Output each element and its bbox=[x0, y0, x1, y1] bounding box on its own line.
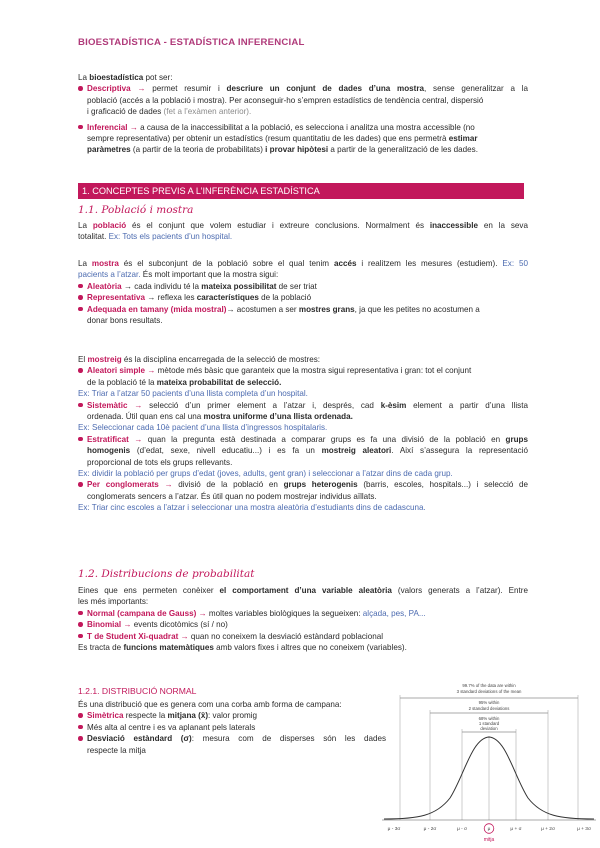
text-line bbox=[78, 377, 528, 388]
term: Adequada en tamany (mida mostral) bbox=[87, 304, 227, 314]
text: (a partir de la teoria de probabilitats) bbox=[130, 145, 266, 155]
tick-label: μ - σ bbox=[457, 827, 467, 832]
text-line: conglomerats sencers a l’atzar. És útil quan no podem mostrejar individus aïllats. bbox=[87, 491, 377, 501]
bullet-normal bbox=[78, 608, 528, 619]
term: T de Student Xi-quadrat → bbox=[87, 631, 189, 641]
text-line bbox=[78, 258, 528, 269]
normal-block bbox=[78, 699, 386, 756]
example-line: Ex: dividir la població per grups d’edat (joves, adults, gent gran) i seleccionar a l’atzar dins de cada grup. bbox=[78, 468, 453, 478]
mostra-block bbox=[78, 258, 528, 326]
text: i realitzem les mesures (estudiem). bbox=[356, 259, 503, 268]
text: permet resumir i bbox=[145, 84, 227, 94]
term: Binomial → bbox=[87, 620, 132, 630]
text: el comportament d’una variable aleatòria bbox=[219, 586, 392, 595]
bullet-adequada bbox=[78, 304, 528, 315]
text-line: donar bons resultats. bbox=[87, 315, 163, 325]
text-line bbox=[78, 445, 528, 456]
term: Descriptiva → bbox=[87, 84, 146, 94]
mostreig-block bbox=[78, 354, 528, 513]
text-line: població (accés a la població i mostra). Per aconseguir-ho s’empren estadístics de tendència central, dispersió bbox=[87, 95, 484, 105]
text: totalitat. bbox=[78, 232, 109, 242]
bullet-binomial bbox=[78, 619, 528, 630]
text-line: És una distribució que es genera com una corba amb forma de campana: bbox=[78, 700, 342, 709]
text: mateixa possibilitat bbox=[201, 281, 277, 291]
term: Aleatori simple → bbox=[87, 366, 156, 376]
bullet-conglomerats bbox=[78, 479, 528, 490]
normal-distribution-figure bbox=[378, 680, 600, 848]
text: inaccessible bbox=[429, 221, 479, 230]
text: Es tracta de bbox=[78, 642, 124, 652]
bullet-aleatori-simple bbox=[78, 365, 528, 376]
text: respecte la bbox=[123, 711, 168, 721]
text-line: proporcional de tots els grups rellevants. bbox=[87, 457, 233, 467]
bullet-estratificat bbox=[78, 434, 528, 445]
text: (barris, escoles, hospitals...) i selecció de bbox=[357, 480, 529, 490]
label-68-line3: deviation bbox=[480, 726, 498, 731]
term: mostra bbox=[91, 259, 119, 268]
text: , sense generalitzar a la bbox=[424, 84, 529, 94]
text: És molt important que la mostra sigui: bbox=[140, 270, 279, 280]
text: , ja que les petites no acostumen a bbox=[354, 304, 480, 314]
intro-lead bbox=[78, 72, 528, 83]
text-line bbox=[78, 642, 528, 653]
text: moltes variables biològiques la segueixen: bbox=[206, 608, 363, 618]
bullet-inferencial bbox=[78, 122, 528, 133]
intro-block bbox=[78, 72, 528, 156]
text: és el subconjunt de la població sobre el qual tenim bbox=[118, 259, 334, 268]
bullet-descriptiva bbox=[78, 83, 528, 94]
text-line bbox=[78, 585, 528, 596]
text: → cada individu té la bbox=[121, 281, 202, 291]
example-line: Ex: Seleccionar cada 10è pacient d’una llista d’ingressos hospitalaris. bbox=[78, 423, 328, 433]
text: funcions matemàtiques bbox=[123, 642, 214, 652]
text: ordenada. Útil quan ens cal una bbox=[87, 411, 204, 421]
bullet-sistematic bbox=[78, 400, 528, 411]
tick-label: μ + 3σ bbox=[577, 827, 591, 832]
text-line bbox=[78, 133, 528, 144]
label-997-line2: 3 standard deviations of the mean bbox=[456, 689, 522, 694]
tick-label: μ - 2σ bbox=[423, 827, 437, 832]
text: El bbox=[78, 355, 88, 364]
bullet-simetrica bbox=[78, 710, 386, 721]
text: grups bbox=[505, 434, 528, 444]
text-line bbox=[78, 411, 528, 422]
text: de la població bbox=[258, 293, 312, 303]
text: La bbox=[78, 259, 92, 268]
example-line: Ex: Triar a l’atzar 50 pacients d’una llista completa d’un hospital. bbox=[78, 389, 308, 399]
term: Representativa bbox=[87, 293, 146, 303]
text: : mesura com de disperses són les dades bbox=[191, 734, 386, 744]
text: quan no coneixem la desviació estàndard poblacional bbox=[188, 631, 384, 641]
subsection-title: 1.2. Distribucions de probabilitat bbox=[78, 568, 255, 580]
bullet-t-student bbox=[78, 631, 528, 642]
text-line bbox=[78, 231, 528, 242]
mean-label: mitja bbox=[483, 837, 495, 843]
term: Estratificat → bbox=[87, 434, 143, 444]
text: a causa de la inaccessibilitat a la població, es selecciona i analitza una mostra accessible (no bbox=[137, 122, 475, 132]
bullet-desviacio bbox=[78, 733, 386, 744]
text: → reflexa les bbox=[145, 293, 197, 303]
text: mitjana (x̄) bbox=[167, 711, 209, 721]
text-line bbox=[78, 269, 528, 280]
text: a partir de la generalització de les dades. bbox=[328, 145, 478, 155]
text: mostra uniforme d’una llista ordenada. bbox=[203, 411, 353, 421]
tick-label: μ bbox=[487, 827, 491, 832]
text: en la seva bbox=[478, 221, 528, 230]
term: Simètrica bbox=[87, 711, 124, 721]
text-line bbox=[78, 220, 528, 231]
text: selecció d’un primer element a l’atzar i, després, cad bbox=[142, 400, 381, 410]
text: paràmetres bbox=[87, 145, 131, 155]
bullet-representativa bbox=[78, 292, 528, 303]
text-line bbox=[78, 144, 528, 155]
tick-label: μ - 3σ bbox=[387, 827, 401, 832]
term: mostreig bbox=[87, 355, 122, 364]
term: població bbox=[92, 221, 127, 230]
term: Sistemàtic → bbox=[87, 400, 143, 410]
bullet-aleatoria bbox=[78, 281, 528, 292]
label-95-line1: 95% within bbox=[478, 700, 500, 705]
text: mostres grans bbox=[298, 304, 355, 314]
text: element a partir d’una llista bbox=[406, 400, 528, 410]
label-68-line2: 1 standard bbox=[478, 721, 500, 726]
text: estimar bbox=[448, 133, 478, 143]
poblacio-block bbox=[78, 220, 528, 243]
text: sempre representativa) per obtenir un estadístics (resum quantitatiu de les dades) que ens permetrà bbox=[87, 133, 449, 143]
text: Eines que ens permeten conèixer bbox=[78, 586, 220, 595]
text: és la disciplina encarregada de la selecció de mostres: bbox=[121, 355, 321, 364]
text: La bbox=[78, 221, 93, 230]
text-line: les més importants: bbox=[78, 597, 149, 607]
text: Desviació estàndard (σ) bbox=[87, 734, 192, 744]
text: homogenis bbox=[87, 446, 131, 456]
text-line: respecte la mitja bbox=[87, 745, 146, 755]
text: La bbox=[78, 73, 90, 82]
text: divisió de la població en bbox=[172, 480, 284, 490]
text: events dicotòmics (sí / no) bbox=[131, 620, 228, 630]
term: Inferencial → bbox=[87, 122, 138, 132]
text: (valors generats a l’atzar). Entre bbox=[391, 586, 528, 595]
text: i graficació de dades bbox=[87, 107, 164, 117]
label-68-line1: 68% within bbox=[478, 716, 500, 721]
example: pacients a l’atzar. bbox=[78, 270, 141, 280]
note: (fet a l’exàmen anterior). bbox=[163, 107, 252, 117]
section-title-band: 1. CONCEPTES PREVIS A L’INFERÈNCIA ESTADÍSTICA bbox=[78, 183, 524, 199]
text: . Així s’assegura la representació bbox=[391, 446, 528, 456]
text: descriure un conjunt de dades d’una mostra bbox=[226, 84, 425, 94]
term: Aleatòria bbox=[87, 281, 122, 291]
tick-label: μ + 2σ bbox=[541, 827, 555, 832]
text: característiques bbox=[196, 293, 259, 303]
term: Per conglomerats → bbox=[87, 480, 173, 490]
term: Normal (campana de Gauss) → bbox=[87, 608, 207, 618]
label-997-line1: 99.7% of the data are within bbox=[462, 683, 516, 688]
text: mostreig aleatori bbox=[321, 446, 392, 456]
text: de la població té la bbox=[87, 377, 157, 387]
example: Ex: 50 bbox=[502, 259, 528, 268]
text-line bbox=[78, 106, 528, 117]
label-95-line2: 2 standard deviations bbox=[468, 706, 510, 711]
text: i provar hipòtesi bbox=[265, 145, 329, 155]
x-axis-ticks bbox=[388, 826, 591, 832]
tick-label: μ + σ bbox=[510, 827, 522, 832]
subsection-title: 1.1. Població i mostra bbox=[78, 204, 194, 216]
text: mètode més bàsic que garanteix que la mostra sigui representativa i gran: tot el conjunt bbox=[155, 366, 472, 376]
text: bioestadística bbox=[89, 73, 144, 82]
text: → acostumen a ser bbox=[226, 304, 299, 314]
example: alçada, pes, PA... bbox=[362, 608, 426, 618]
text: pot ser: bbox=[143, 73, 173, 82]
text: (d’edat, sexe, nivell educatiu...) i es fa un bbox=[130, 446, 322, 456]
text-line bbox=[78, 354, 528, 365]
text: amb valors fixes i altres que no coneixem (variables). bbox=[213, 642, 407, 652]
text: quan la pregunta està destinada a comparar grups es fa una divisió de la població en bbox=[142, 434, 506, 444]
distribucions-block bbox=[78, 585, 528, 653]
text: és el conjunt que volem estudiar i extreure conclusions. Normalment és bbox=[126, 221, 430, 230]
text: k-èsim bbox=[380, 400, 407, 410]
example-line: Ex: Triar cinc escoles a l’atzar i seleccionar una mostra aleatòria d’estudiants dins de cadascuna. bbox=[78, 503, 426, 513]
text: de ser triat bbox=[276, 281, 317, 291]
text: mateixa probabilitat de selecció. bbox=[156, 377, 282, 387]
text: : valor promig bbox=[208, 711, 258, 721]
example: Ex: Tots els pacients d’un hospital. bbox=[108, 232, 233, 242]
text: accés bbox=[333, 259, 357, 268]
text: grups heterogenis bbox=[283, 480, 358, 490]
bullet-alta-centre: Més alta al centre i es va aplanant pels laterals bbox=[78, 722, 386, 733]
document-header: BIOESTADÍSTICA - ESTADÍSTICA INFERENCIAL bbox=[78, 37, 305, 48]
subsubsection-title: 1.2.1. DISTRIBUCIÓ NORMAL bbox=[78, 686, 197, 696]
